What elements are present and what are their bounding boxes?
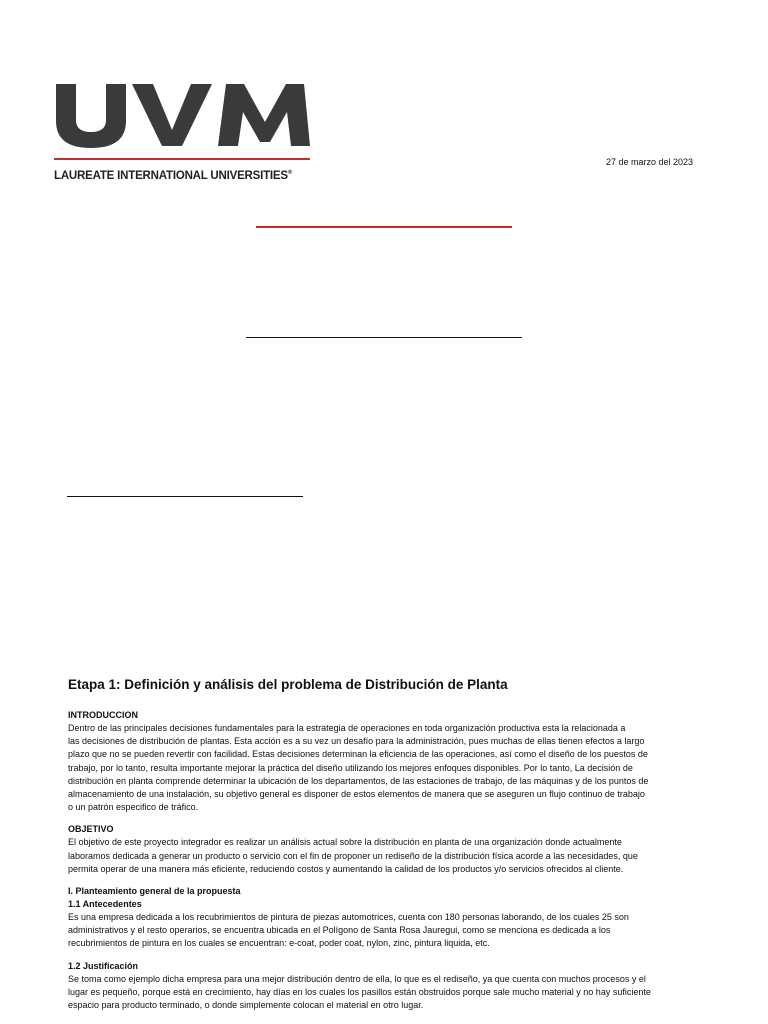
document-title: Etapa 1: Definición y análisis del problema de Distribución de Planta — [68, 677, 508, 692]
logo-tagline: LAUREATE INTERNATIONAL UNIVERSITIES® — [54, 170, 293, 182]
justificacion-paragraph — [68, 973, 704, 1013]
antecedentes-line: Es una empresa dedicada a los recubrimientos de pintura de piezas automotrices, cuenta con 180 personas laborando, de los cuales 25 son — [68, 912, 629, 923]
intro-line: o un patrón especifico de tráfico. — [68, 802, 199, 813]
intro-line: distribución en planta comprende determinar la ubicación de los departamentos, de las estaciones de trabajo, de las máquinas y de los puntos de — [68, 775, 649, 786]
objective-heading: OBJETIVO — [68, 824, 114, 835]
intro-line: trabajo, por lo tanto, resulta importante mejorar la práctica del diseño utilizando los mejores enfoques disponibles. Por lo tanto, La decisión de — [68, 762, 633, 773]
title-underline-red — [256, 226, 512, 228]
antecedentes-paragraph — [68, 911, 704, 951]
intro-line: almacenamiento de una instalación, su objetivo general es disponer de estos elementos de manera que se aseguren un flujo continuo de trabajo — [68, 789, 645, 800]
document-body — [68, 677, 704, 1012]
antecedentes-line: recubrimientos de pintura en los cuales se encuentran: e-coat, poder coat, nylon, zinc, pintura liquida, etc. — [68, 938, 490, 949]
antecedentes-line: administrativos y el resto operarios, se encuentra ubicada en el Polígono de Santa Rosa Jauregui, como se menciona es dedicada a los — [68, 925, 611, 936]
logo-red-rule — [54, 158, 310, 160]
uvm-logo — [54, 80, 312, 182]
section-heading: I. Planteamiento general de la propuesta — [68, 886, 241, 897]
objective-line: El objetivo de este proyecto integrador es realizar un análisis actual sobre la distribución en planta de una organización donde actualmente — [68, 837, 622, 848]
signature-line-1 — [246, 337, 522, 338]
uvm-logo-mark — [54, 80, 312, 150]
signature-line-2 — [67, 496, 303, 497]
document-date: 27 de marzo del 2023 — [606, 157, 694, 167]
subsection-heading-antecedentes: 1.1 Antecedentes — [68, 899, 142, 910]
intro-line: las decisiones de distribución de plantas. Esta acción es a su vez un desafío para la administración, pues muchas de ellas tienen efectos a largo — [68, 736, 645, 747]
justificacion-line: Se toma como ejemplo dicha empresa para una mejor distribución dentro de ella, lo que es el rediseño, ya que cuenta con muchos procesos y el — [68, 973, 646, 984]
subsection-heading-justificacion: 1.2 Justificación — [68, 960, 139, 971]
objective-line: laboramos dedicada a generar un producto o servicio con el fin de proponer un rediseño de la distribución física acorde a las necesidades, que — [68, 850, 638, 861]
objective-line: permita operar de una manera más eficiente, reduciendo costos y aumentando la calidad de los productos y/o servicios ofrecidos al cliente. — [68, 863, 624, 874]
justificacion-line: espacio para producto terminado, o donde simplemente colocan el material en otro lugar. — [68, 1000, 424, 1011]
intro-paragraph — [68, 722, 704, 814]
intro-heading: INTRODUCCION — [68, 710, 138, 720]
justificacion-line: lugar es pequeño, porque está en crecimiento, hay días en los cuales los pasillos están obstruidos porque sale mucho material y no hay suficiente — [68, 986, 651, 997]
intro-line: plazo que no se pueden revertir con facilidad. Estas decisiones determinan la eficiencia de las operaciones, así como el diseño de los puestos de — [68, 749, 648, 760]
objective-paragraph — [68, 836, 704, 876]
intro-line: Dentro de las principales decisiones fundamentales para la estrategia de operaciones en toda organización productiva esta la relacionada a — [68, 723, 626, 733]
